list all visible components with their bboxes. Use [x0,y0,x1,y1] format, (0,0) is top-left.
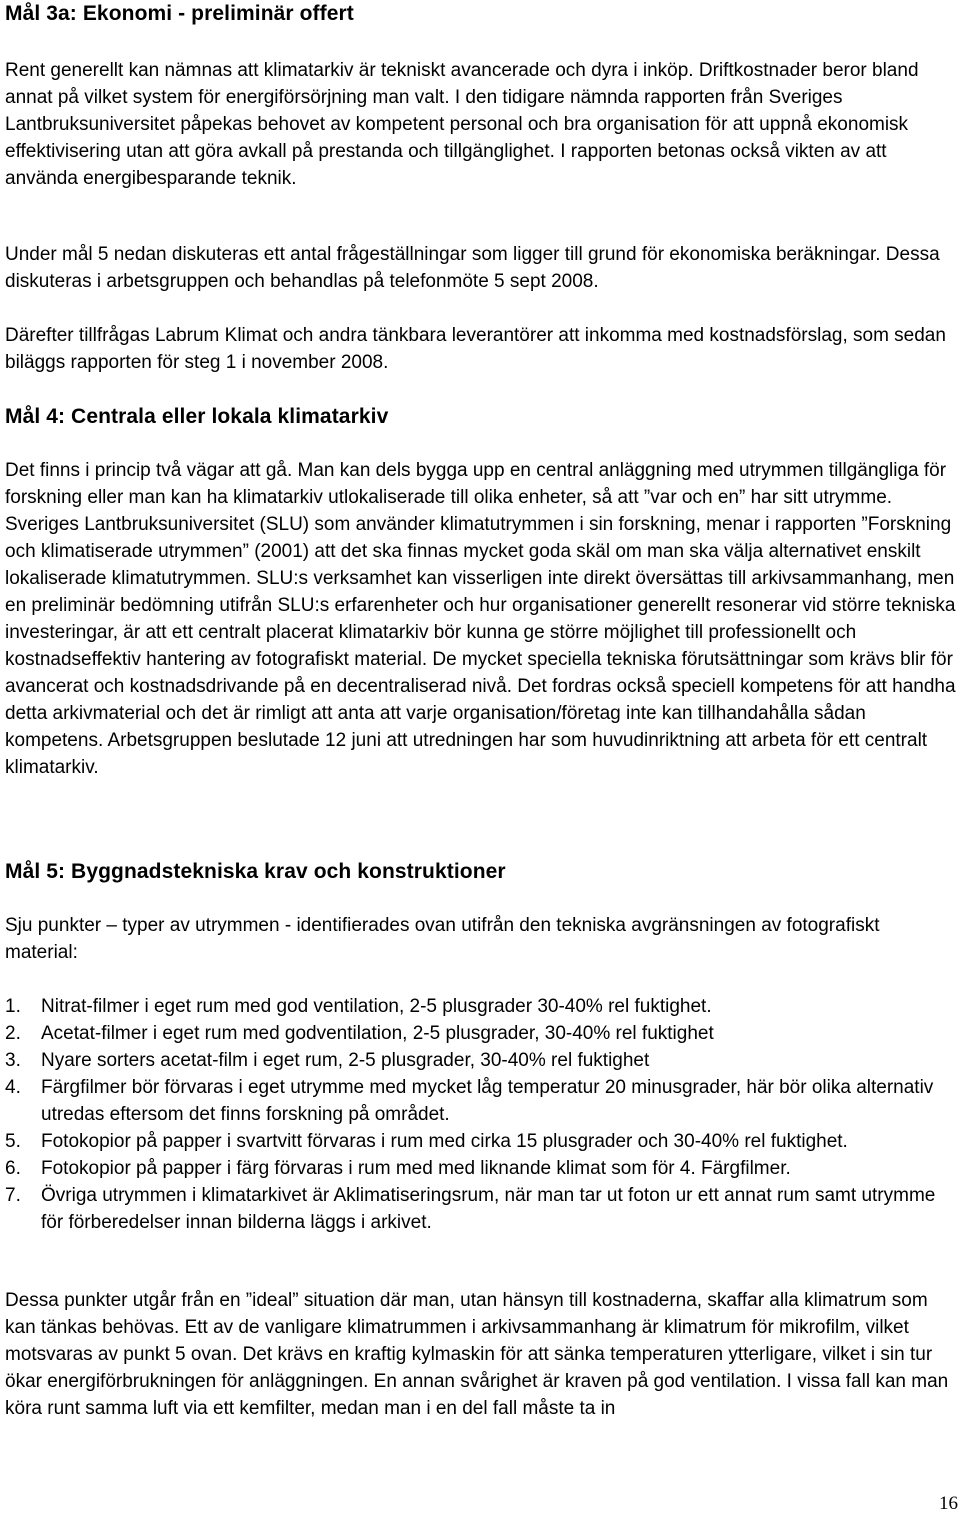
heading-goal-3a: Mål 3a: Ekonomi - preliminär offert [5,2,354,25]
paragraph-ideal-situation [5,1287,957,1422]
list-item [5,1182,957,1236]
list-item [5,1128,957,1155]
paragraph-text: Under mål 5 nedan diskuteras ett antal frågeställningar som ligger till grund för ekonomiska beräkningar. Dessa diskuteras i arbetsgruppen och behandlas på telefonmöte 5 sept 2008. [5,244,940,292]
list-item-number: 4. [5,1077,21,1098]
paragraph-text: Sju punkter – typer av utrymmen - identifierades ovan utifrån den tekniska avgränsningen av fotografiskt material: [5,915,880,963]
list-item-number: 3. [5,1050,21,1071]
paragraph-seven-points-intro [5,912,957,966]
paragraph-central-or-local [5,457,957,781]
list-item-number: 5. [5,1131,21,1152]
page-number: 16 [939,1493,958,1514]
list-item-text: Nitrat-filmer i eget rum med god ventilation, 2-5 plusgrader 30-40% rel fuktighet. [41,996,712,1017]
paragraph-economy-questions [5,241,957,295]
paragraph-text: Rent generellt kan nämnas att klimatarkiv är tekniskt avancerade och dyra i inköp. Driftkostnader beror bland annat på vilket system för energiförsörjning man valt. I den tidigare nämnda rapporten från Sveriges Lantbruksuniversitet påpekas behovet av kompetent personal och bra organisation för att uppnå ekonomisk effektivisering utan att göra avkall på prestanda och tillgänglighet. I rapporten betonas också vikten av att använda energibesparande teknik. [5,60,919,189]
list-item-text: Fotokopior på papper i svartvitt förvaras i rum med cirka 15 plusgrader och 30-40% rel fuktighet. [41,1131,848,1152]
list-item [5,1020,957,1047]
list-item-text: Färgfilmer bör förvaras i eget utrymme med mycket låg temperatur 20 minusgrader, här bör olika alternativ utredas eftersom det finns forskning på området. [41,1077,934,1125]
list-item-text: Fotokopior på papper i färg förvaras i rum med med liknande klimat som för 4. Färgfilmer. [41,1158,791,1179]
list-item-number: 7. [5,1185,21,1206]
heading-goal-5: Mål 5: Byggnadstekniska krav och konstruktioner [5,860,506,883]
paragraph-text: Det finns i princip två vägar att gå. Man kan dels bygga upp en central anläggning med utrymmen tillgängliga för forskning eller man kan ha klimatarkiv utlokaliserade till olika enheter, så att ”var och en” har sitt utrymme. Sveriges Lantbruksuniversitet (SLU) som använder klimatutrymmen i sin forskning, menar i rapporten ”Forskning och klimatiserade utrymmen” (2001) att det ska finnas mycket goda skäl om man ska välja alternativet enskilt lokaliserade klimatutrymmen. SLU:s verksamhet kan visserligen inte direkt översättas till arkivsammanhang, men en preliminär bedömning utifrån SLU:s erfarenheter och hur organisationer generellt resonerar vid större tekniska investeringar, är att ett centralt placerat klimatarkiv bör kunna ge större möjlighet till professionellt och kostnadseffektiv hantering av fotografiskt material. De mycket speciella tekniska förutsättningar som krävs blir för avancerat och kostnadsdrivande på en decentraliserad nivå. Det fordras också speciell kompetens för att handha detta arkivmaterial och det är rimligt att anta att varje organisation/företag inte kan tillhandahålla sådan kompetens. Arbetsgruppen beslutade 12 juni att utredningen har som huvudinriktning att arbeta för ett centralt klimatarkiv. [5,460,956,778]
paragraph-text: Dessa punkter utgår från en ”ideal” situation där man, utan hänsyn till kostnaderna, skaffar alla klimatrum som kan tänkas behövas. Ett av de vanligare klimatrummen i arkivsammanhang är klimatrum för mikrofilm, vilket motsvaras av punkt 5 ovan. Det krävs en kraftig kylmaskin för att sänka temperaturen ytterligare, vilket i sin tur ökar energiförbrukningen för anläggningen. En annan svårighet är kraven på god ventilation. I vissa fall kan man köra runt samma luft via ett kemfilter, medan man i en del fall måste ta in [5,1290,949,1419]
list-item-text: Övriga utrymmen i klimatarkivet är Aklimatiseringsrum, när man tar ut foton ur ett annat rum samt utrymme för förberedelser innan bilderna läggs i arkivet. [41,1185,936,1233]
paragraph-economy-suppliers [5,322,957,376]
storage-requirements-list [5,993,957,1236]
paragraph-text: Därefter tillfrågas Labrum Klimat och andra tänkbara leverantörer att inkomma med kostnadsförslag, som sedan biläggs rapporten för steg 1 i november 2008. [5,325,946,373]
list-item-text: Nyare sorters acetat-film i eget rum, 2-5 plusgrader, 30-40% rel fuktighet [41,1050,650,1071]
heading-goal-4: Mål 4: Centrala eller lokala klimatarkiv [5,405,389,428]
list-item-number: 1. [5,996,21,1017]
list-item-number: 2. [5,1023,21,1044]
list-item [5,1155,957,1182]
list-item [5,1074,957,1128]
list-item [5,1047,957,1074]
paragraph-economy-intro [5,57,957,192]
list-item [5,993,957,1020]
list-item-text: Acetat-filmer i eget rum med godventilation, 2-5 plusgrader, 30-40% rel fuktighet [41,1023,714,1044]
list-item-number: 6. [5,1158,21,1179]
